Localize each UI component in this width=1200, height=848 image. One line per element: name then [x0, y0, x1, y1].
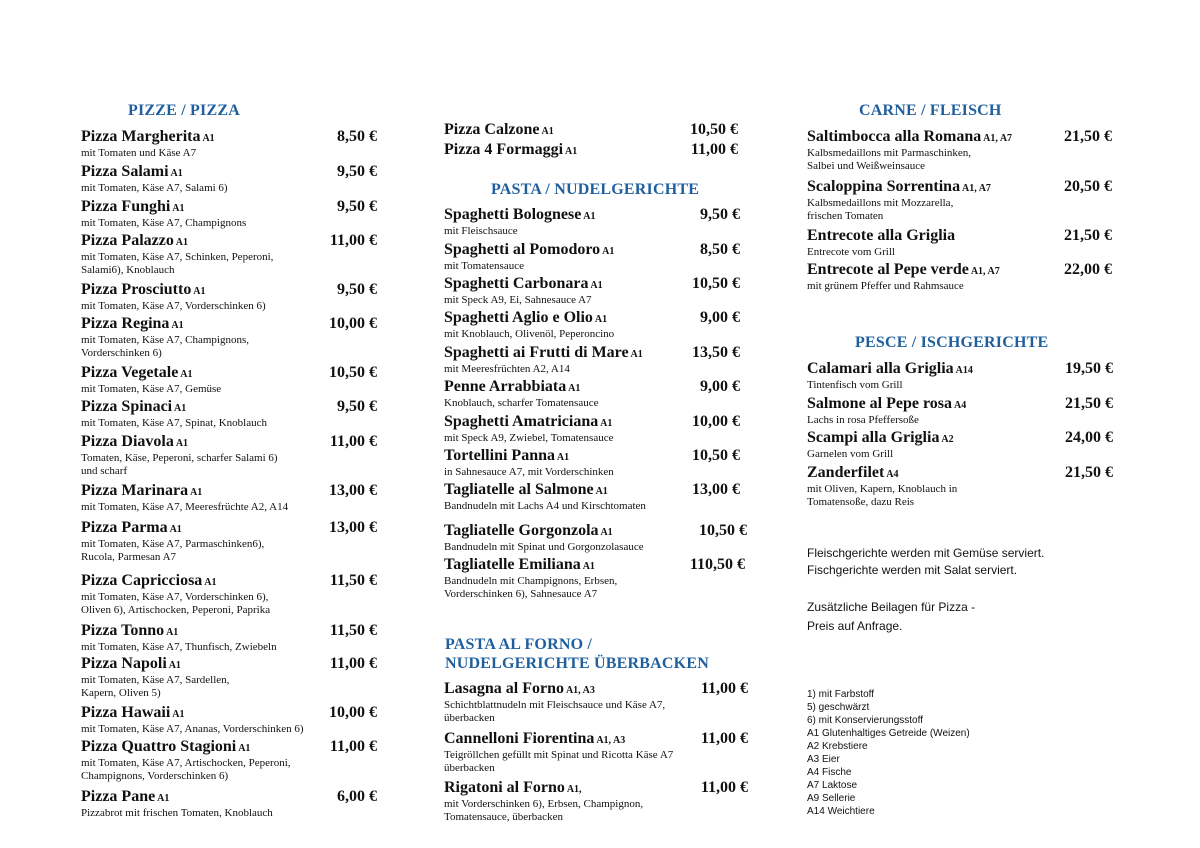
allergen-code: A1 — [580, 561, 595, 572]
allergen-code: A1 — [172, 403, 187, 414]
allergen-code: A1 — [539, 126, 554, 137]
dish-price: 11,00 € — [700, 680, 748, 697]
dish-description-cont: Kapern, Oliven 5) — [81, 687, 161, 699]
dish-name-text: Pizza Parma — [81, 519, 168, 536]
allergen-legend-entry: A7 Laktose — [807, 780, 858, 791]
dish-description: Bandnudeln mit Lachs A4 und Kirschtomaten — [444, 500, 646, 512]
dish-name-text: Pizza Palazzo — [81, 232, 174, 249]
dish-name-text: Pizza Quattro Stagioni — [81, 738, 237, 755]
allergen-code: A4 — [952, 400, 967, 411]
allergen-code: A1, A7 — [960, 183, 991, 194]
dish-description: mit Tomaten, Käse A7, Thunfisch, Zwiebeln — [81, 641, 277, 653]
allergen-code: A1 — [164, 627, 179, 638]
dish-price: 10,00 € — [329, 315, 377, 332]
allergen-code: A1 — [581, 211, 596, 222]
dish-description-cont: Champignons, Vorderschinken 6) — [81, 770, 229, 782]
dish-name-text: Pizza Spinaci — [81, 398, 173, 415]
dish-price: 11,00 € — [329, 738, 377, 755]
serving-note-line: Zusätzliche Beilagen für Pizza - — [807, 600, 976, 614]
allergen-code: A1 — [170, 203, 185, 214]
dish-price: 24,00 € — [1065, 429, 1113, 446]
dish-price: 10,50 € — [690, 121, 738, 138]
allergen-code: A1 — [200, 133, 215, 144]
dish-name-text: Lasagna al Forno — [444, 680, 565, 697]
dish-description: mit Tomaten, Käse A7, Ananas, Vorderschinken 6) — [81, 723, 304, 735]
allergen-code: A1 — [170, 709, 185, 720]
dish-description-cont: Tomatensoße, dazu Reis — [807, 496, 915, 508]
dish-description: mit Oliven, Kapern, Knoblauch in — [807, 483, 958, 495]
section-heading-pesce: PESCE / ISCHGERICHTE — [855, 334, 1049, 351]
dish-price: 11,00 € — [329, 232, 377, 249]
allergen-code: A1, A7 — [968, 266, 1000, 277]
dish-description: mit Tomaten, Käse A7, Artischocken, Peperoni, — [81, 757, 291, 769]
dish-price: 13,50 € — [692, 344, 740, 361]
dish-name-text: Spaghetti Bolognese — [444, 206, 582, 223]
dish-description: Bandnudeln mit Spinat und Gorgonzolasauce — [444, 541, 644, 553]
dish-price: 11,00 € — [690, 141, 738, 158]
dish-name-text: Spaghetti Aglio e Olio — [444, 309, 593, 326]
allergen-code: A1 — [554, 452, 570, 463]
dish-description-cont: Tomatensauce, überbacken — [444, 811, 563, 823]
allergen-legend-entry: 1) mit Farbstoff — [807, 689, 875, 700]
dish-price: 9,50 € — [337, 198, 377, 215]
dish-description: mit Tomatensauce — [444, 260, 524, 272]
dish-name-text: Spaghetti Amatriciana — [444, 413, 599, 430]
section-heading-pizza: PIZZE / PIZZA — [128, 102, 240, 119]
dish-description-cont: und scharf — [81, 465, 128, 477]
dish-description: Pizzabrot mit frischen Tomaten, Knoblauch — [81, 807, 273, 819]
dish-name-text: Entrecote al Pepe verde — [807, 261, 969, 278]
serving-note-line: Fleischgerichte werden mit Gemüse serviert. — [807, 546, 1045, 560]
dish-price: 13,00 € — [329, 482, 377, 499]
dish-price: 10,00 € — [329, 704, 377, 721]
dish-name-text: Spaghetti Carbonara — [444, 275, 589, 292]
dish-price: 10,50 € — [692, 447, 740, 464]
dish-description: Schichtblattnudeln mit Fleischsauce und Käse A7, — [444, 699, 666, 711]
dish-name-text: Pizza Prosciutto — [81, 281, 192, 298]
allergen-legend-entry: 6) mit Konservierungsstoff — [807, 715, 923, 726]
dish-name-text: Tortellini Panna — [444, 447, 555, 464]
dish-description: Kalbsmedaillons mit Mozzarella, — [807, 197, 954, 209]
dish-price: 9,50 € — [337, 163, 377, 180]
dish-price: 6,00 € — [337, 788, 377, 805]
dish-description: mit Tomaten, Käse A7, Vorderschinken 6), — [81, 591, 269, 603]
dish-name-text: Rigatoni al Forno — [444, 779, 565, 796]
dish-price: 21,50 € — [1064, 128, 1112, 145]
dish-description: Bandnudeln mit Champignons, Erbsen, — [444, 575, 618, 587]
dish-name-text: Pizza Salami — [81, 163, 169, 180]
dish-name-text: Zanderfilet — [807, 464, 885, 481]
dish-name-text: Penne Arrabbiata — [444, 378, 567, 395]
dish-name-text: Spaghetti al Pomodoro — [444, 241, 601, 258]
allergen-legend-entry: 5) geschwärzt — [807, 702, 870, 713]
dish-description: Teigröllchen gefüllt mit Spinat und Ricotta Käse A7 — [444, 749, 674, 761]
dish-description: mit Tomaten, Käse A7, Vorderschinken 6) — [81, 300, 266, 312]
dish-name-text: Entrecote alla Griglia — [807, 227, 956, 244]
dish-description: mit Tomaten, Käse A7, Champignons — [81, 217, 247, 229]
dish-description: mit Knoblauch, Olivenöl, Peperoncino — [444, 328, 615, 340]
dish-price: 11,00 € — [700, 779, 748, 796]
dish-price: 9,00 € — [700, 309, 740, 326]
dish-price: 13,00 € — [692, 481, 740, 498]
dish-description-cont: Salami6), Knoblauch — [81, 264, 175, 276]
dish-name-text: Pizza Funghi — [81, 198, 171, 215]
dish-price: 9,50 € — [337, 281, 377, 298]
dish-description: mit Tomaten, Käse A7, Sardellen, — [81, 674, 230, 686]
allergen-code: A1 — [178, 369, 193, 380]
dish-name-text: Saltimbocca alla Romana — [807, 128, 982, 145]
dish-description: mit grünem Pfeffer und Rahmsauce — [807, 280, 964, 292]
dish-description-cont: Rucola, Parmesan A7 — [81, 551, 177, 563]
allergen-code: A1 — [592, 314, 608, 325]
allergen-code: A1, A7 — [981, 133, 1013, 144]
dish-name-text: Salmone al Pepe rosa — [807, 395, 953, 412]
dish-name-text: Tagliatelle Emiliana — [444, 556, 581, 573]
dish-description: Garnelen vom Grill — [807, 448, 894, 460]
allergen-code: A1 — [191, 286, 206, 297]
dish-description: mit Tomaten, Käse A7, Parmaschinken6), — [81, 538, 265, 550]
dish-name-text: Spaghetti ai Frutti di Mare — [444, 344, 629, 361]
allergen-code: A4 — [884, 469, 899, 480]
serving-note-line: Fischgerichte werden mit Salat serviert. — [807, 563, 1018, 577]
dish-name-text: Pizza Napoli — [81, 655, 167, 672]
dish-price: 22,00 € — [1064, 261, 1112, 278]
allergen-legend-entry: A14 Weichtiere — [807, 806, 875, 817]
dish-price: 8,50 € — [700, 241, 740, 258]
dish-description-cont: Salbei und Weißweinsauce — [807, 160, 926, 172]
section-heading-forno-line1: PASTA AL FORNO / — [445, 636, 593, 653]
allergen-code: A1 — [598, 527, 613, 538]
dish-name-text: Pizza Hawaii — [81, 704, 171, 721]
dish-price: 10,50 € — [699, 522, 747, 539]
allergen-code: A1 — [566, 383, 581, 394]
dish-description: mit Tomaten, Käse A7, Spinat, Knoblauch — [81, 417, 268, 429]
allergen-code: A1 — [173, 438, 189, 449]
dish-description: mit Speck A9, Zwiebel, Tomatensauce — [444, 432, 614, 444]
dish-description: mit Tomaten, Käse A7, Schinken, Peperoni, — [81, 251, 274, 263]
dish-name-text: Pizza Calzone — [444, 121, 540, 138]
dish-name-text: Pizza Pane — [81, 788, 156, 805]
allergen-legend-entry: A2 Krebstiere — [807, 741, 868, 752]
allergen-code: A14 — [953, 365, 973, 376]
dish-description: mit Tomaten, Käse A7, Salami 6) — [81, 182, 228, 194]
dish-name-text: Tagliatelle al Salmone — [444, 481, 594, 498]
dish-description: mit Speck A9, Ei, Sahnesauce A7 — [444, 294, 592, 306]
allergen-code: A1, — [564, 784, 582, 795]
dish-description-cont: überbacken — [444, 712, 495, 724]
dish-description: mit Fleischsauce — [444, 225, 518, 237]
allergen-code: A1 — [600, 246, 615, 257]
dish-description: Knoblauch, scharfer Tomatensauce — [444, 397, 599, 409]
dish-description: Entrecote vom Grill — [807, 246, 895, 258]
dish-price: 10,50 € — [329, 364, 377, 381]
dish-name-text: Cannelloni Fiorentina — [444, 730, 595, 747]
dish-name-text: Scaloppina Sorrentina — [807, 178, 961, 195]
allergen-code: A1 — [588, 280, 603, 291]
allergen-code: A1 — [628, 349, 643, 360]
dish-price: 13,00 € — [329, 519, 377, 536]
allergen-code: A2 — [939, 434, 954, 445]
dish-name-text: Pizza Margherita — [81, 128, 201, 145]
allergen-legend-entry: A1 Glutenhaltiges Getreide (Weizen) — [807, 728, 970, 739]
allergen-legend-entry: A9 Sellerie — [807, 793, 856, 804]
allergen-code: A1 — [598, 418, 613, 429]
allergen-legend-entry: A4 Fische — [807, 767, 852, 778]
dish-description: Tintenfisch vom Grill — [807, 379, 903, 391]
dish-description-cont: Oliven 6), Artischocken, Peperoni, Paprika — [81, 604, 271, 616]
dish-price: 9,50 € — [337, 398, 377, 415]
dish-description-cont: frischen Tomaten — [807, 210, 884, 222]
section-heading-carne: CARNE / FLEISCH — [859, 102, 1002, 119]
section-heading-forno-line2: NUDELGERICHTE ÜBERBACKEN — [445, 655, 709, 672]
dish-price: 11,00 € — [329, 655, 377, 672]
dish-price: 19,50 € — [1065, 360, 1113, 377]
dish-price: 9,50 € — [700, 206, 740, 223]
allergen-code: A1 — [563, 146, 578, 157]
dish-description: mit Tomaten, Käse A7, Champignons, — [81, 334, 249, 346]
dish-description-cont: überbacken — [444, 762, 495, 774]
allergen-code: A1 — [188, 487, 203, 498]
dish-price: 20,50 € — [1064, 178, 1112, 195]
allergen-code: A1, A3 — [564, 685, 595, 696]
dish-price: 10,00 € — [692, 413, 740, 430]
dish-name-text: Pizza Regina — [81, 315, 170, 332]
allergen-code: A1 — [169, 320, 184, 331]
dish-description: mit Tomaten und Käse A7 — [81, 147, 197, 159]
dish-price: 9,00 € — [700, 378, 740, 395]
dish-price: 11,50 € — [329, 622, 377, 639]
dish-price: 11,00 € — [700, 730, 748, 747]
dish-name-text: Pizza Marinara — [81, 482, 189, 499]
allergen-code: A1 — [236, 743, 251, 754]
dish-description-cont: Vorderschinken 6), Sahnesauce A7 — [444, 588, 598, 600]
dish-description: mit Tomaten, Käse A7, Gemüse — [81, 383, 222, 395]
dish-description: Tomaten, Käse, Peperoni, scharfer Salami 6) — [81, 452, 278, 464]
dish-name-text: Pizza Capricciosa — [81, 572, 203, 589]
dish-price: 21,50 € — [1065, 395, 1113, 412]
dish-name-text: Pizza Diavola — [81, 433, 174, 450]
dish-price: 11,00 € — [329, 433, 377, 450]
dish-name-text: Tagliatelle Gorgonzola — [444, 522, 599, 539]
allergen-code: A1 — [202, 577, 217, 588]
dish-description: mit Vorderschinken 6), Erbsen, Champignon, — [444, 798, 644, 810]
section-heading-pasta: PASTA / NUDELGERICHTE — [491, 181, 700, 198]
allergen-legend-entry: A3 Eier — [807, 754, 840, 765]
dish-description: in Sahnesauce A7, mit Vorderschinken — [444, 466, 614, 478]
dish-description: mit Tomaten, Käse A7, Meeresfrüchte A2, A14 — [81, 501, 289, 513]
dish-description: Lachs in rosa Pfeffersoße — [807, 414, 919, 426]
allergen-code: A1, A3 — [594, 735, 626, 746]
allergen-code: A1 — [168, 168, 183, 179]
allergen-code: A1 — [166, 660, 181, 671]
dish-price: 10,50 € — [692, 275, 740, 292]
dish-description: Kalbsmedaillons mit Parmaschinken, — [807, 147, 972, 159]
dish-price: 11,50 € — [329, 572, 377, 589]
allergen-code: A1 — [155, 793, 170, 804]
allergen-code: A1 — [593, 486, 608, 497]
allergen-code: A1 — [167, 524, 182, 535]
dish-price: 110,50 € — [689, 556, 745, 573]
dish-price: 8,50 € — [337, 128, 377, 145]
dish-description-cont: Vorderschinken 6) — [81, 347, 162, 359]
serving-note-line: Preis auf Anfrage. — [807, 619, 903, 633]
dish-description: mit Meeresfrüchten A2, A14 — [444, 363, 570, 375]
dish-price: 21,50 € — [1064, 227, 1112, 244]
dish-name-text: Pizza 4 Formaggi — [444, 141, 564, 158]
dish-name-text: Scampi alla Griglia — [807, 429, 940, 446]
dish-name-text: Pizza Tonno — [81, 622, 165, 639]
allergen-code: A1 — [173, 237, 189, 248]
dish-name-text: Calamari alla Griglia — [807, 360, 954, 377]
dish-name-text: Pizza Vegetale — [81, 364, 179, 381]
dish-price: 21,50 € — [1065, 464, 1113, 481]
